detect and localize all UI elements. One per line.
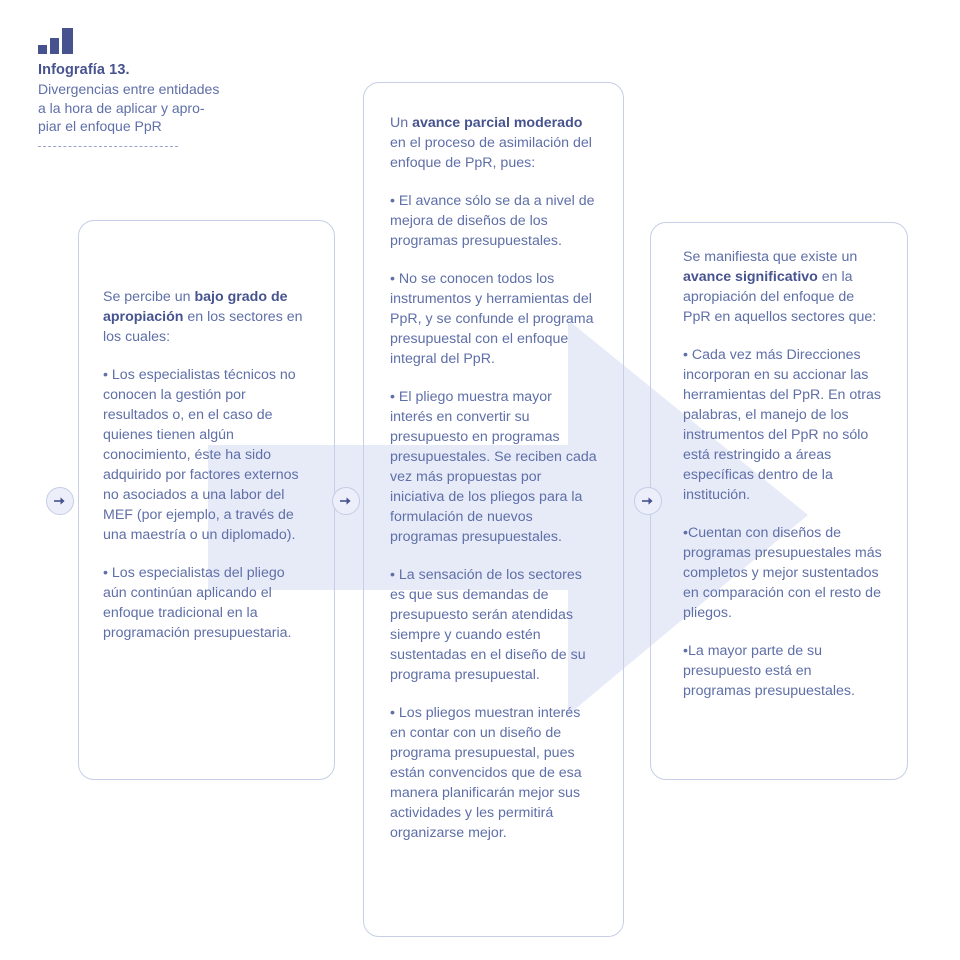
- bar-chart-logo-icon: [38, 28, 84, 54]
- card1-paragraph-2: • Los especialistas técnicos no conocen la gestión por resultados o, en el caso de quienes tienen algún conocimiento, éste ha sido adquirido por factores externos no asociados a una labor del MEF (por ejemplo, a través de una maestría o un diplomado).: [103, 367, 299, 543]
- logo-bar-2: [50, 38, 59, 54]
- card2-paragraph-1: Un avance parcial moderado en el proceso de asimilación del enfoque de PpR, pues:: [390, 115, 592, 171]
- arrow-right-circle-icon-3: [634, 487, 662, 515]
- card2-paragraph-2: • El avance sólo se da a nivel de mejora de diseños de los programas presupuestales.: [390, 193, 595, 249]
- card2-paragraph-5: • La sensación de los sectores es que sus demandas de presupuesto serán atendidas siempre y cuando estén sustentadas en el diseño de su programa presupuestal.: [390, 567, 586, 683]
- arrow-right-circle-icon-2: [332, 487, 360, 515]
- card2-paragraph-6: • Los pliegos muestran interés en contar con un diseño de programa presupuestal, pues están convencidos que de esa manera planificarán mejor sus actividades y les permitirá organizarse mejor.: [390, 705, 582, 841]
- card1-paragraph-3: • Los especialistas del pliego aún continúan aplicando el enfoque tradicional en la programación presupuestaria.: [103, 565, 292, 641]
- card3-paragraph-1: Se manifiesta que existe un avance significativo en la apropiación del enfoque de PpR en aquellos sectores que:: [683, 249, 877, 325]
- page-subtitle: Divergencias entre entidades a la hora de aplicar y apro- piar el enfoque PpR: [38, 81, 220, 134]
- arrow-right-circle-icon-1: [46, 487, 74, 515]
- card-avance-parcial: [363, 82, 624, 937]
- card3-paragraph-4: •La mayor parte de su presupuesto está en programas presupuestales.: [683, 643, 855, 699]
- header-block: [38, 62, 288, 147]
- card-avance-significativo: [650, 222, 908, 780]
- logo-bar-3: [62, 28, 73, 54]
- card2-paragraph-4: • El pliego muestra mayor interés en convertir su presupuesto en programas presupuestales. Se reciben cada vez más propuestas por iniciativa de los pliegos para la formulación de nuevos programas presupuestales.: [390, 389, 597, 545]
- page-title: Infografía 13.: [38, 62, 130, 78]
- card3-paragraph-3: •Cuentan con diseños de programas presupuestales más completos y mejor sustentados en comparación con el resto de pliegos.: [683, 525, 882, 621]
- divider: [38, 146, 178, 147]
- card2-paragraph-3: • No se conocen todos los instrumentos y herramientas del PpR, y se confunde el programa presupuestal con el enfoque integral del PpR.: [390, 271, 594, 367]
- logo-bar-1: [38, 45, 47, 54]
- card1-paragraph-1: Se percibe un bajo grado de apropiación en los sectores en los cuales:: [103, 289, 303, 345]
- card-bajo-grado: [78, 220, 335, 780]
- card3-paragraph-2: • Cada vez más Direcciones incorporan en su accionar las herramientas del PpR. En otras palabras, el manejo de los instrumentos del PpR no sólo está restringido a áreas específicas dentro de la institución.: [683, 347, 881, 503]
